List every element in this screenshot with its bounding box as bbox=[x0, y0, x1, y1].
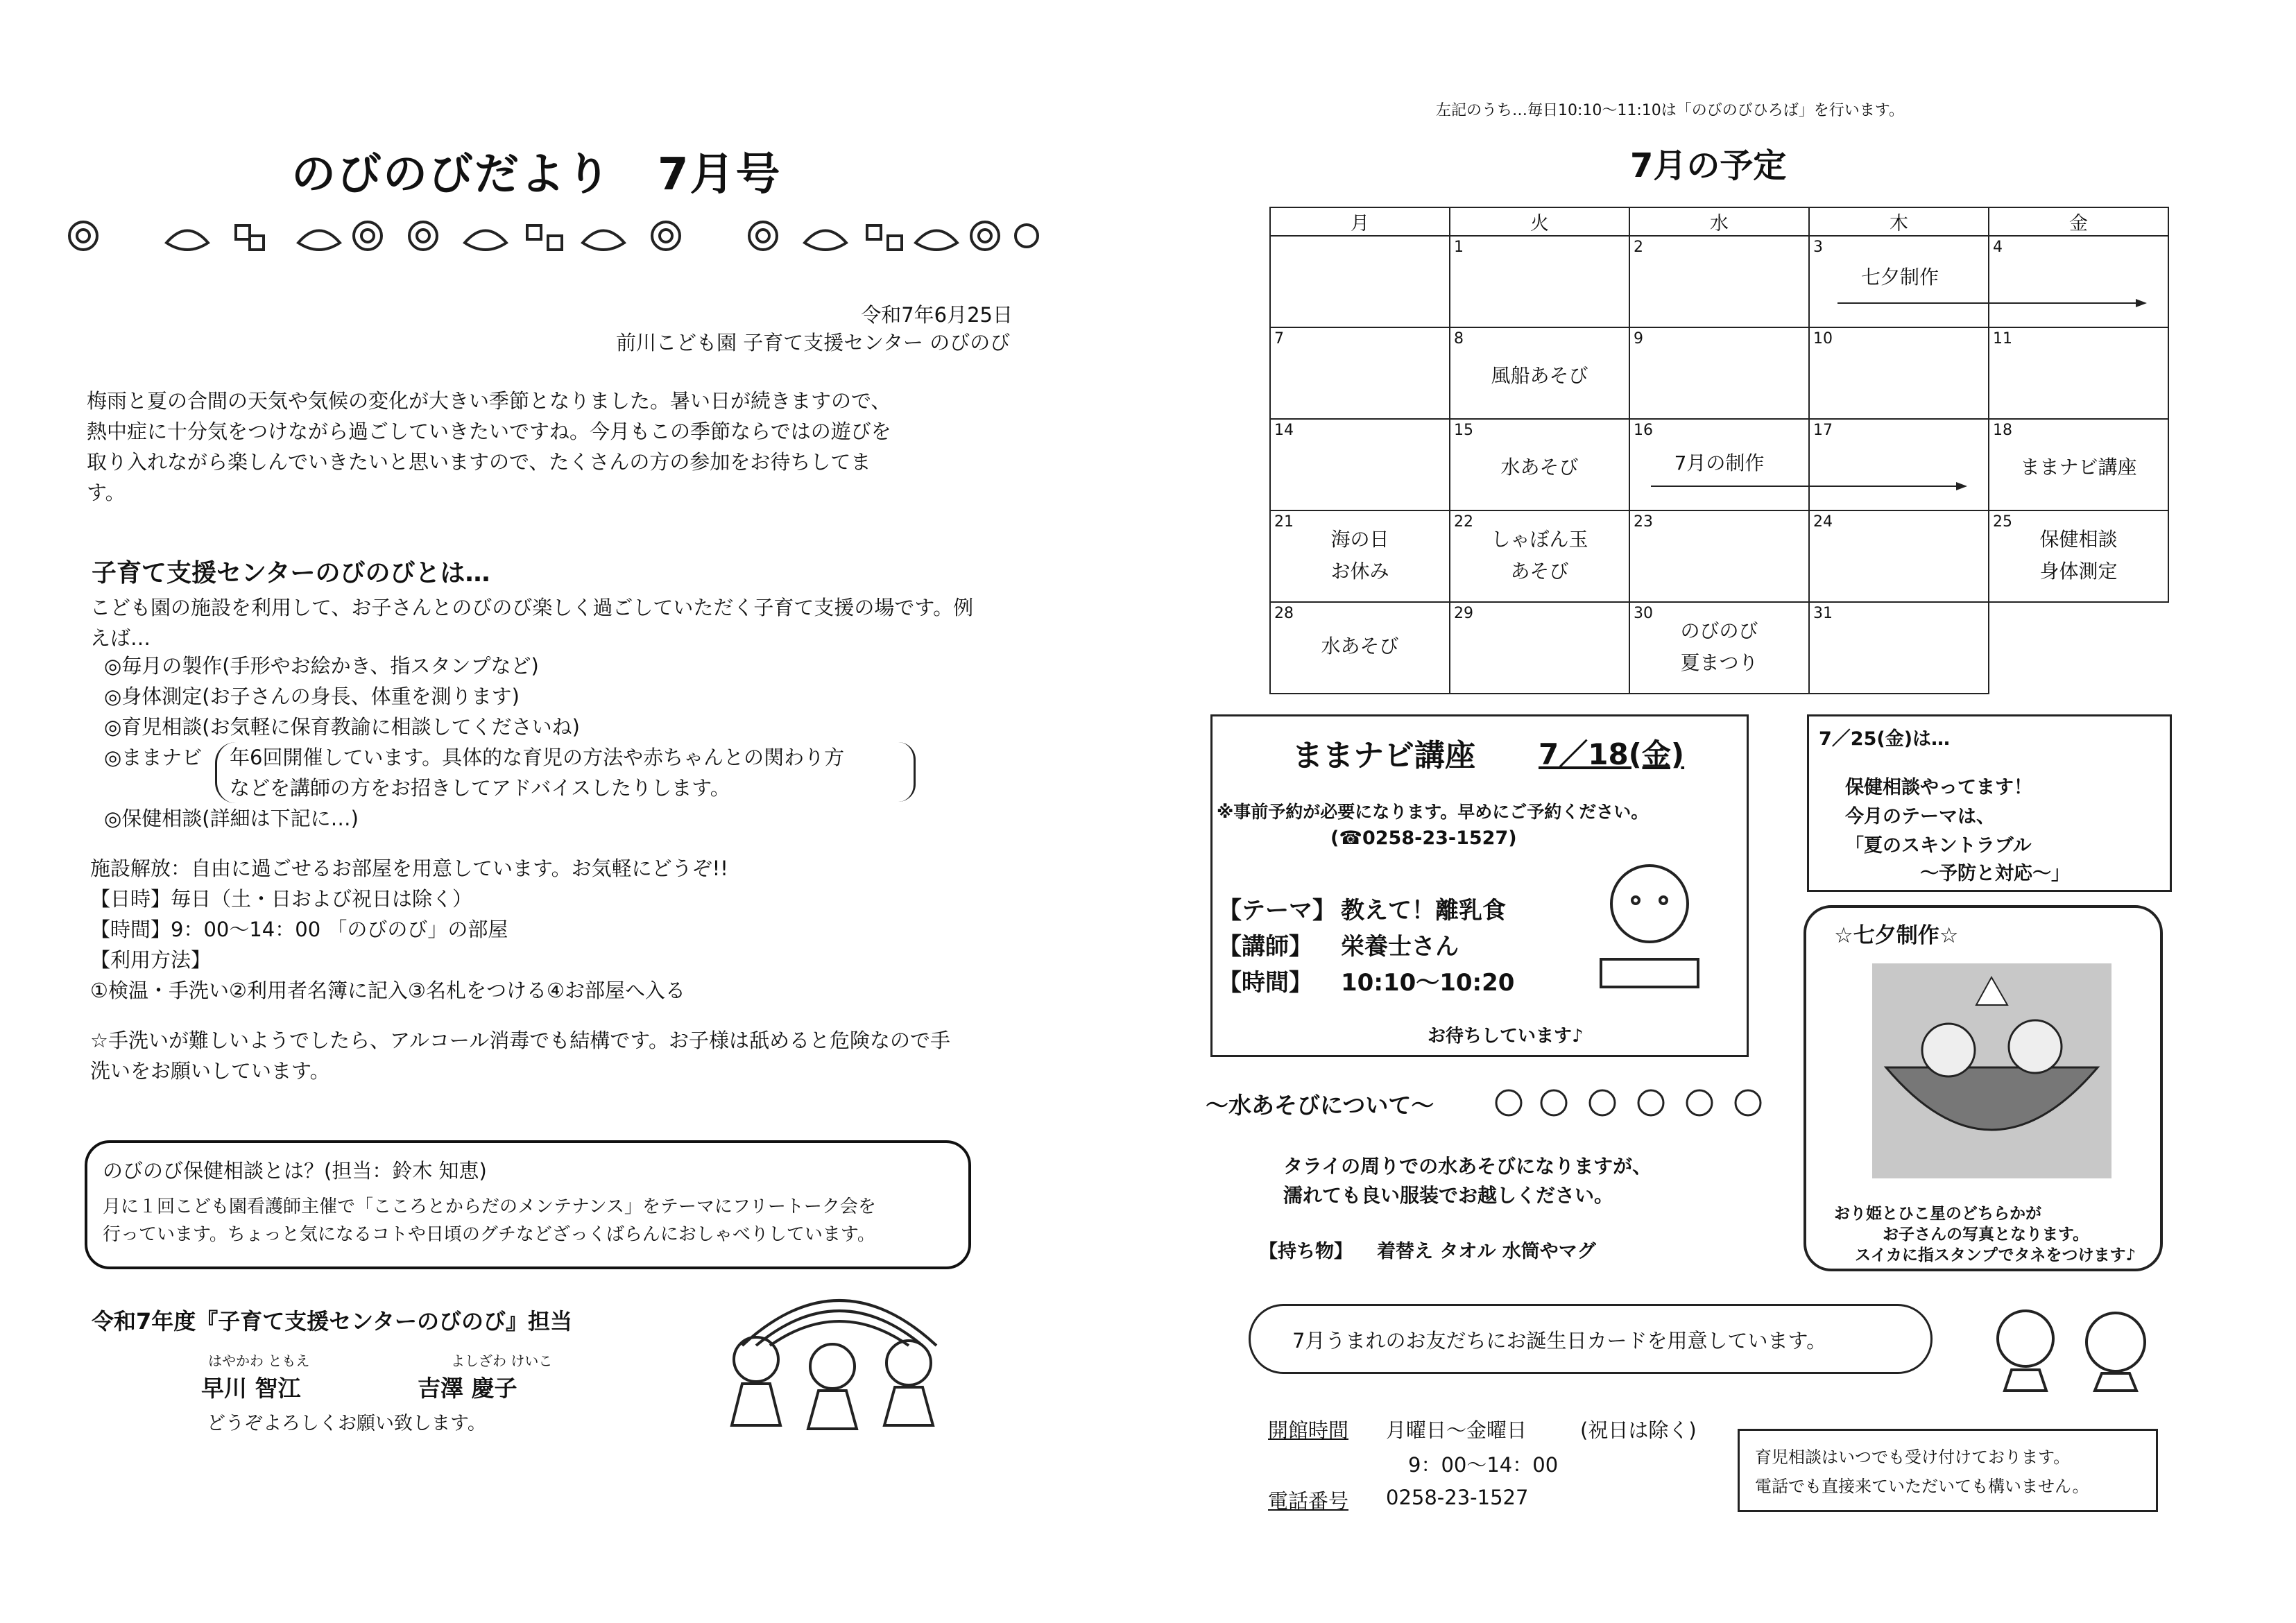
about-item: ◎毎月の製作(手形やお絵かき、指スタンプなど) bbox=[104, 654, 539, 678]
calendar-cell: 24 bbox=[1809, 510, 1989, 602]
newsletter-title: のびのびだより 7月号 bbox=[291, 149, 782, 200]
water-toys-decoration bbox=[1491, 1085, 1790, 1120]
schedule-title: 7月の予定 bbox=[1630, 146, 1787, 185]
consult-anytime-box: 育児相談はいつでも受け付けております。 電話でも直接来ていただいても構いません。 bbox=[1738, 1429, 2158, 1512]
staff-heading: 令和7年度『子育て支援センターのびのび』担当 bbox=[92, 1308, 572, 1334]
about-item: ◎ままナビ bbox=[104, 746, 203, 769]
calendar-cell: 7 bbox=[1270, 327, 1450, 419]
calendar-cell: 11 bbox=[1989, 327, 2168, 419]
mamanavi-title: ままナビ講座 bbox=[1292, 738, 1475, 773]
calendar-cell: 28 水あそび bbox=[1270, 602, 1450, 694]
mamanavi-box: ままナビ講座 7／18(金) ※事前予約が必要になります。早めにご予約ください。 (☎0258-23-1527) 【テーマ】 教えて！離乳食 【講師】 栄養士さん 【時間】 10:10～10:20 お待ちしています♪ bbox=[1210, 714, 1749, 1057]
calendar-cell: 4 bbox=[1989, 236, 2168, 327]
calendar-header-cell: 月 bbox=[1270, 207, 1450, 236]
facility-info: 施設解放：自由に過ごせるお部屋を用意しています。お気軽にどうぞ!! 【日時】毎日（土・日および祝日は除く） 【時間】9：00～14：00 「のびのび」の部屋 【利用方法】 ①検温・手洗い②利用者名簿に記入③名札をつける④お部屋へ入る bbox=[90, 857, 728, 1002]
calendar-cell: 17 bbox=[1809, 419, 1989, 510]
calendar-header-cell: 木 bbox=[1809, 207, 1989, 236]
calendar-table bbox=[1269, 207, 2169, 694]
water-play-heading: ～水あそびについて～ bbox=[1206, 1092, 1434, 1119]
calendar-cell: 16 7月の制作 bbox=[1629, 419, 1809, 510]
staff-closing: どうぞよろしくお願い致します。 bbox=[207, 1413, 486, 1434]
issue-date: 令和7年6月25日 bbox=[861, 303, 1013, 327]
about-text: こども園の施設を利用して、お子さんとのびのび楽しく過ごしていただく子育て支援の場です。例 えば… bbox=[90, 596, 974, 650]
about-heading: 子育て支援センターのびのびとは… bbox=[92, 559, 490, 587]
health-consult-heading: のびのび保健相談とは？(担当：鈴木 知恵) bbox=[103, 1159, 487, 1183]
about-item: ◎保健相談(詳細は下記に…) bbox=[104, 807, 359, 830]
calendar-header-cell: 火 bbox=[1450, 207, 1629, 236]
tanabata-craft-box: ☆七夕制作☆ おり姫とひこ星のどちらかが お子さんの写真となります。 スイカに指スタンプでタネをつけます♪ bbox=[1804, 905, 2163, 1271]
calendar-cell: 3 七夕制作 bbox=[1809, 236, 1989, 327]
event-water-play: 水あそび bbox=[1500, 456, 1579, 479]
calendar-cell: 15 水あそび bbox=[1450, 419, 1629, 510]
health-consult-box: のびのび保健相談とは？(担当：鈴木 知恵) 月に１回こども園看護師主催で「こころとからだのメンテナンス」をテーマにフリートーク会を 行っています。ちょっと気になるコトや日頃のグチなどざっくばらんにおしゃべりしています。 bbox=[85, 1140, 971, 1269]
calendar-cell: 22 しゃぼん玉 あそび bbox=[1450, 510, 1629, 602]
hand-washing-note: ☆手洗いが難しいようでしたら、アルコール消毒でも結構です。お子様は舐めると危険なので手 洗いをお願いしています。 bbox=[90, 1029, 950, 1083]
birthday-banner: 7月うまれのお友だちにお誕生日カードを用意しています。 bbox=[1249, 1304, 1933, 1374]
baby-eating-illustration bbox=[1580, 855, 1719, 994]
snail-leaf-border-decoration bbox=[49, 205, 1040, 260]
staff-name-1: 早川 智江 bbox=[201, 1375, 301, 1402]
craft-photo bbox=[1872, 963, 2111, 1178]
calendar-cell: 21 海の日 お休み bbox=[1270, 510, 1450, 602]
event-monthly-craft: 7月の制作 bbox=[1674, 452, 1765, 474]
staff-name-2: 吉澤 慶子 bbox=[418, 1375, 517, 1402]
organization-name: 前川こども園 子育て支援センター のびのび bbox=[616, 331, 1011, 354]
event-balloon: 風船あそび bbox=[1491, 364, 1588, 387]
mamanavi-date: 7／18(金) bbox=[1539, 737, 1685, 771]
about-item: ◎育児相談(お気軽に保育教諭に相談してくださいね) bbox=[104, 715, 580, 739]
birthday-characters-illustration bbox=[1984, 1304, 2164, 1394]
calendar-header-cell: 水 bbox=[1629, 207, 1809, 236]
calendar-cell: 29 bbox=[1450, 602, 1629, 694]
event-mamanavi: ままナビ講座 bbox=[2020, 456, 2137, 479]
calendar-cell: 25 保健相談 身体測定 bbox=[1989, 510, 2168, 602]
calendar-cell: 9 bbox=[1629, 327, 1809, 419]
calendar-cell: 1 bbox=[1450, 236, 1629, 327]
top-note: 左記のうち…毎日10:10～11:10は「のびのびひろば」を行います。 bbox=[1436, 102, 1905, 119]
calendar-cell bbox=[1270, 236, 1450, 327]
calendar-cell: 23 bbox=[1629, 510, 1809, 602]
calendar-cell: 31 bbox=[1809, 602, 1989, 694]
event-tanabata: 七夕制作 bbox=[1860, 266, 1939, 289]
calendar-cell: 14 bbox=[1270, 419, 1450, 510]
calendar-cell: 2 bbox=[1629, 236, 1809, 327]
children-rainbow-illustration bbox=[714, 1269, 964, 1436]
staff-ruby-1: はやかわ ともえ bbox=[208, 1352, 310, 1369]
intro-paragraph: 梅雨と夏の合間の天気や気候の変化が大きい季節となりました。暑い日が続きますので、 熱中症に十分気をつけながら過ごしていきたいですね。今月もこの季節ならではの遊びを 取り入れながら楽しんでいきたいと思いますので、たくさんの方の参加をお待ちしてま す。 bbox=[87, 389, 891, 504]
calendar-cell: 10 bbox=[1809, 327, 1989, 419]
about-item: ◎身体測定(お子さんの身長、体重を測ります) bbox=[104, 685, 520, 708]
health-consult-notice-box: 7／25(金)は… 保健相談やってます！ 今月のテーマは、 「夏のスキントラブル ～予防と対応～」 bbox=[1807, 714, 2172, 892]
about-list: ◎毎月の製作(手形やお絵かき、指スタンプなど) ◎身体測定(お子さんの身長、体重を測ります) ◎育児相談(お気軽に保育教諭に相談してくださいね) ◎ままナビ 年6回開催しています。具体的な育児の方法や赤ちゃんとの関わり方 などを講師の方をお招きしてアドバイスしたりします。 ◎保健相談(詳細は下記に…) bbox=[104, 651, 580, 834]
staff-ruby-2: よしざわ けいこ bbox=[451, 1352, 553, 1369]
calendar-header-cell: 金 bbox=[1989, 207, 2168, 236]
calendar-cell: 8 風船あそび bbox=[1450, 327, 1629, 419]
calendar-cell: 18 ままナビ講座 bbox=[1989, 419, 2168, 510]
calendar-cell: 30 のびのび 夏まつり bbox=[1629, 602, 1809, 694]
